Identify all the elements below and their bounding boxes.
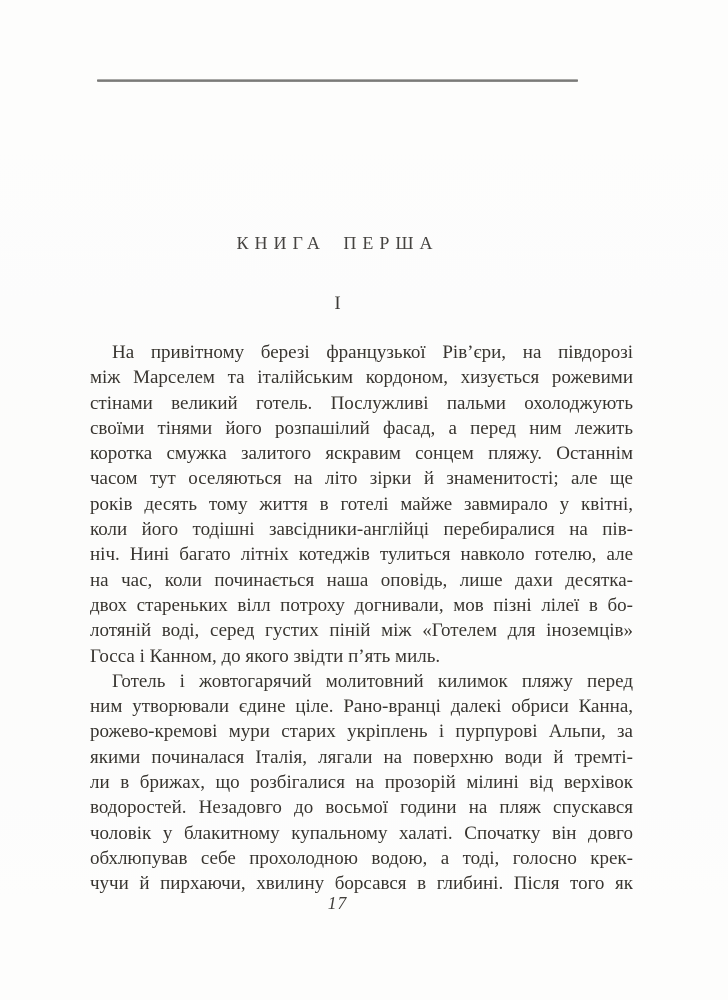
text-line: часом тут оселяються на літо зірки й знаменитості; але ще [90, 468, 633, 490]
text-line: ним утворювали єдине ціле. Рано-вранці далекі обриси Канна, [90, 696, 633, 718]
text-line: коли його тодішні завсідники-англійці перебиралися на пів- [90, 519, 633, 541]
text-line: між Марселем та італійським кордоном, хизується рожевими [90, 367, 633, 389]
text-line: ніч. Нині багато літніх котеджів тулиться навколо готелю, але [90, 544, 633, 566]
text-line: коротка смужка залитого яскравим сонцем пляжу. Останнім [90, 443, 633, 465]
text-line: обхлюпував себе прохолодною водою, а тоді, голосно крек- [90, 847, 633, 869]
paragraph [90, 340, 633, 669]
text-line: Готель і жовтогарячий молитовний килимок пляжу перед [112, 670, 633, 692]
book-title: КНИГА ПЕРША [236, 233, 439, 253]
text-line: ли в брижах, що розбігалися на прозорій мілині від верхівок [90, 772, 633, 794]
page-number: 17 [327, 893, 348, 913]
text-line: на час, коли починається наша оповідь, лише дахи десятка- [90, 569, 633, 591]
text-line: своїми тінями його розпашілий фасад, а перед ним лежить [90, 417, 633, 439]
body-text [90, 340, 633, 897]
header-rule [97, 79, 578, 82]
text-line: Госса і Канном, до якого звідти п’ять миль. [90, 645, 441, 667]
text-line: двох стареньких вілл потроху догнивали, мов пізні лілеї в бо- [90, 594, 633, 616]
text-line: років десять тому життя в готелі майже завмирало у квітні, [90, 493, 633, 515]
text-line: рожево-кремові мури старих укріплень і пурпурові Альпи, за [90, 721, 633, 743]
text-line: водоростей. Незадовго до восьмої години на пляж спускався [90, 797, 633, 819]
paragraph [90, 669, 633, 897]
text-line: чучи й пирхаючи, хвилину борсався в глибині. Після того як [90, 873, 633, 895]
text-line: лотяній воді, серед густих піній між «Готелем для іноземців» [90, 620, 633, 642]
text-line: якими починалася Італія, лягали на поверхню води й тремті- [90, 746, 633, 768]
text-line: На привітному березі французької Рів’єри, на півдорозі [112, 342, 633, 363]
text-line: чоловік у блакитному купальному халаті. Спочатку він довго [90, 822, 633, 844]
chapter-number: I [334, 293, 341, 314]
text-line: стінами великий готель. Послужливі пальми охолоджують [90, 392, 633, 414]
